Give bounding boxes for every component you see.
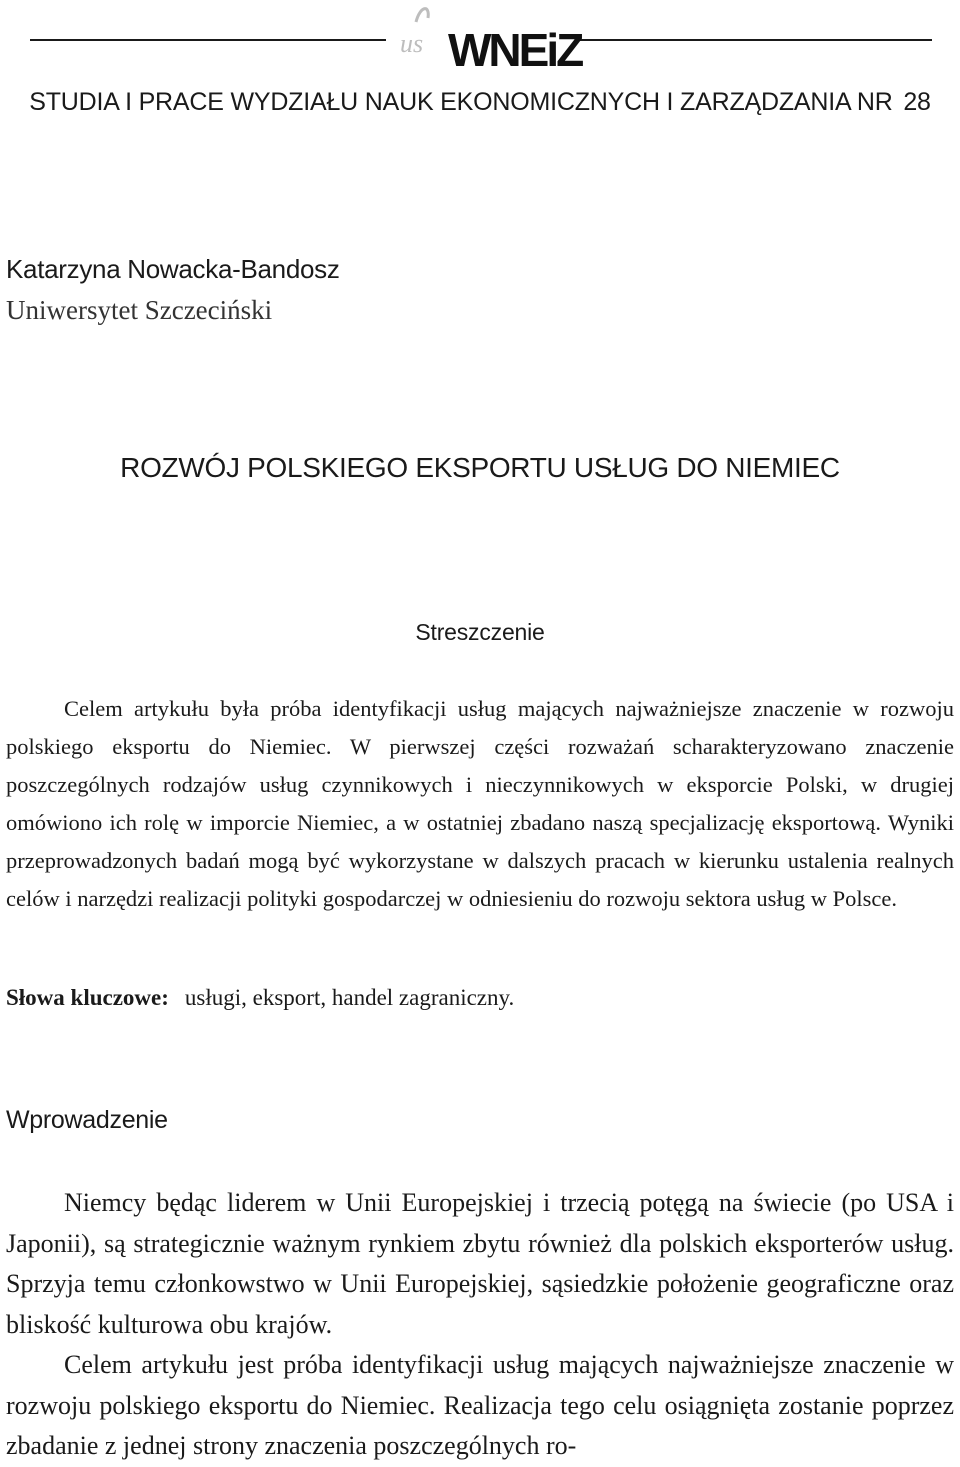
header-rule-right — [580, 39, 932, 41]
author-affiliation: Uniwersytet Szczeciński — [6, 295, 273, 325]
wneiz-logo — [398, 2, 582, 76]
keywords-value: usługi, eksport, handel zagraniczny. — [184, 985, 515, 1010]
series-number: 28 — [903, 88, 931, 116]
header-rule-left — [30, 39, 386, 41]
logo-text: WNEiZ — [448, 24, 582, 76]
introduction-paragraph: Niemcy będąc liderem w Unii Europejskiej i trzecią potęgą na świecie (po USA i Japonii), są strategicznie ważnym rynkiem zbytu również dla polskich eksporterów usług. Sprzyja temu członkowstwo w Unii Europejskiej, sąsiedzkie położenie geograficzne oraz bliskość kulturowa obu krajów. — [6, 1188, 954, 1339]
article-title: ROZWÓJ POLSKIEGO EKSPORTU USŁUG DO NIEMIEC — [120, 452, 840, 483]
author-name: Katarzyna Nowacka-Bandosz — [6, 254, 340, 284]
introduction-body — [6, 1183, 954, 1467]
keywords — [6, 985, 514, 1011]
introduction-paragraph: Celem artykułu jest próba identyfikacji usług mających najważniejsze znaczenie w rozwoju polskiego eksportu do Niemiec. Realizacja tego celu osiągnięta zostanie poprzez zbadanie z jednej strony znaczenia poszczególnych ro- — [6, 1350, 954, 1460]
keywords-label: Słowa kluczowe: — [6, 985, 169, 1010]
series-header — [0, 88, 960, 117]
series-title: STUDIA I PRACE WYDZIAŁU NAUK EKONOMICZNYCH I ZARZĄDZANIA NR — [29, 88, 893, 116]
abstract-text: Celem artykułu była próba identyfikacji usług mających najważniejsze znaczenie w rozwoju polskiego eksportu do Niemiec. W pierwszej części rozważań scharakteryzowano znaczenie poszczególnych rodzajów usług czynnikowych i nieczynnikowych w eksporcie Polski, w drugiej omówiono ich rolę w imporcie Niemiec, a w ostatniej zbadano naszą specjalizację eksportową. Wyniki przeprowadzonych badań mogą być wykorzystane w dalszych pracach w kierunku ustalenia realnych celów i narzędzi realizacji polityki gospodarczej w odniesieniu do rozwoju sektora usług w Polsce. — [6, 696, 954, 911]
introduction-heading: Wprowadzenie — [6, 1106, 168, 1134]
logo-prefix: us — [400, 29, 424, 58]
logo-swirl — [416, 9, 428, 22]
abstract-heading: Streszczenie — [415, 619, 545, 645]
